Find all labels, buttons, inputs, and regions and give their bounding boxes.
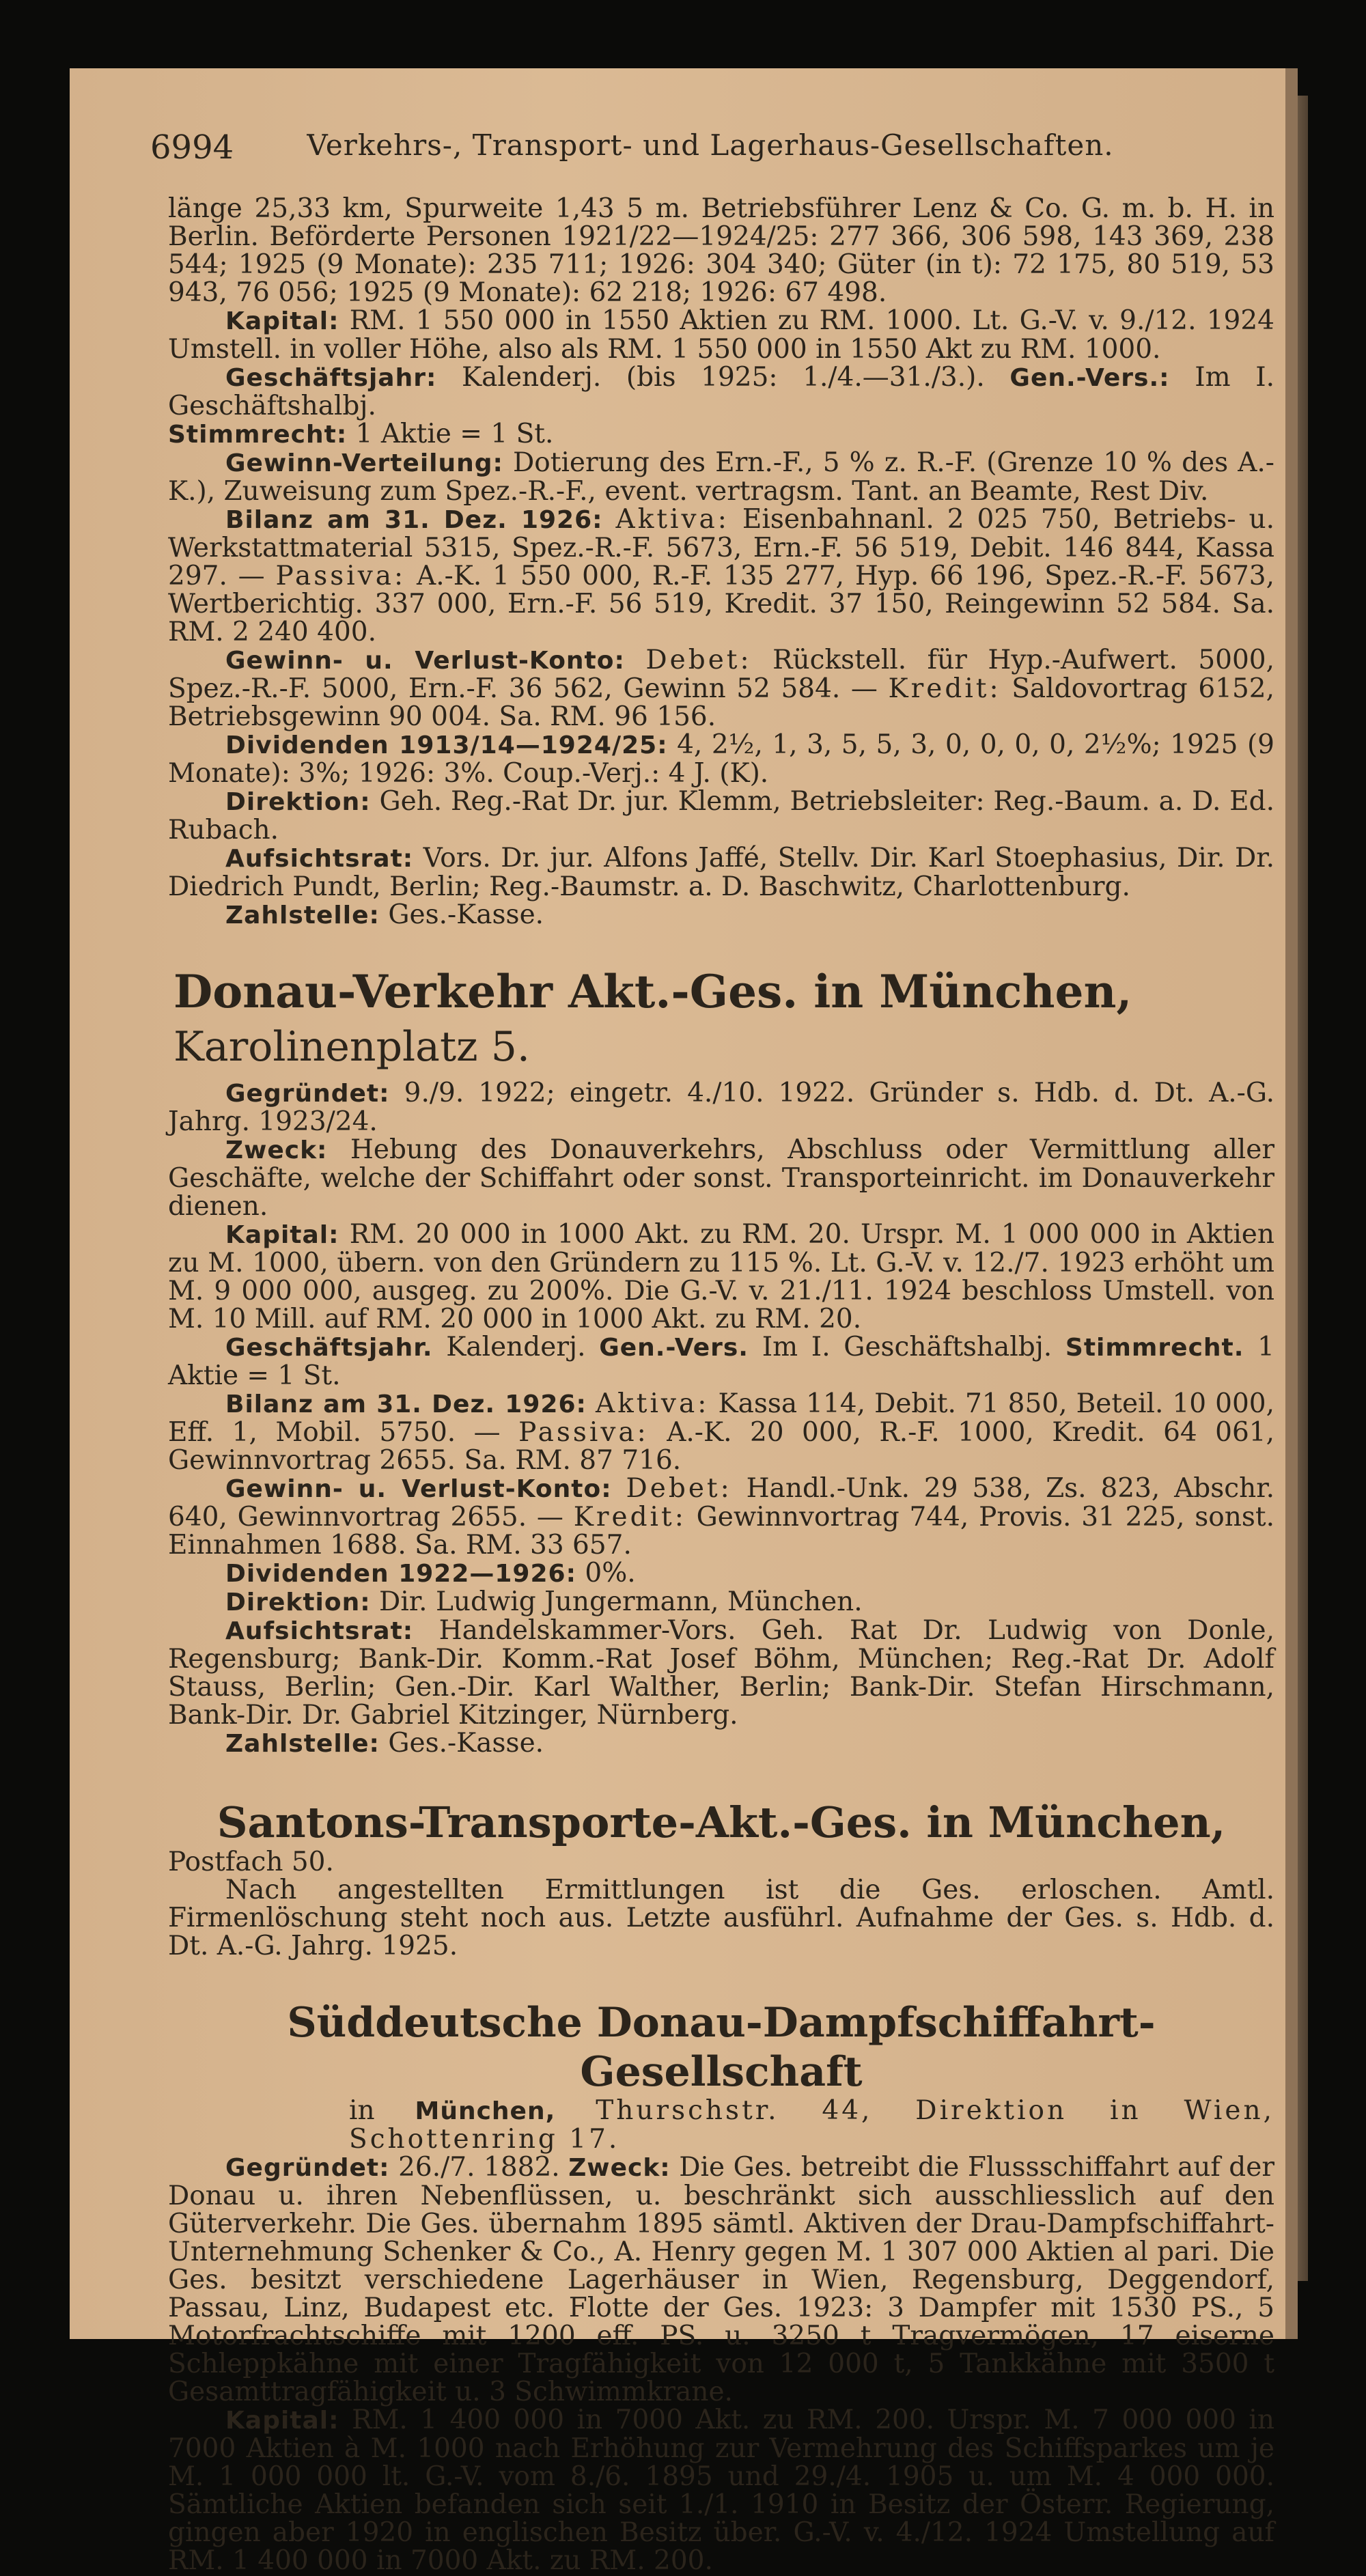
kapital-label: Kapital:	[225, 2407, 339, 2435]
dividenden-para	[168, 1559, 1274, 1588]
entry-intro: länge 25,33 km, Spurweite 1,43 5 m. Betriebsführer Lenz & Co. G. m. b. H. in Berlin. Beförderte Personen 1921/22—1924/25: 277 366, 306 598, 143 369, 238 544; 1925 (9 Monate): 235 711; 1926: 304 340; Güter (in t): 72 175, 80 519, 53 943, 76 056; 1925 (9 Monate): 62 218; 1926: 67 498.	[168, 193, 1274, 308]
entry-santons-transporte	[168, 1797, 1274, 1960]
bilanz-para	[168, 505, 1274, 646]
direktion-label: Direktion:	[225, 788, 371, 816]
direktion-para	[168, 1588, 1274, 1616]
debet-text: Rückstell. für Hyp.-Aufwert. 5000, Spez.-R.-F. 5000, Ern.-F. 36 562, Gewinn 52 584. —	[168, 645, 1274, 704]
aktiva-label: Aktiva:	[595, 1388, 710, 1419]
bilanz-label: Bilanz am 31. Dez. 1926:	[225, 506, 603, 534]
gegruendet-text: 26./7. 1882.	[398, 2152, 560, 2183]
zahlstelle-para	[168, 1729, 1274, 1758]
guv-para	[168, 646, 1274, 731]
bilanz-para	[168, 1390, 1274, 1474]
gen-vers-text: Im I. Geschäftshalbj.	[168, 362, 1275, 421]
aktiva-text: Eisenbahnanl. 2 025 750, Betriebs- u. Werkstattmaterial 5315, Spez.-R.-F. 5673, Ern.-F. 56 519, Debit. 146 844, Kassa 297. —	[168, 504, 1274, 591]
kredit-label: Kredit:	[573, 1502, 686, 1532]
kapital-text: RM. 1 550 000 in 1550 Aktien zu RM. 1000. Lt. G.-V. v. 9./12. 1924 Umstell. in voller Höhe, also als RM. 1 550 000 in 1550 Akt zu RM. 1000.	[168, 305, 1274, 365]
aktiva-label: Aktiva:	[615, 504, 729, 535]
bilanz-label: Bilanz am 31. Dez. 1926:	[225, 1390, 587, 1418]
entry-sueddeutsche-donau	[168, 1998, 1274, 2575]
zweck-para	[168, 1136, 1274, 1220]
geschaeftsjahr-para	[168, 1333, 1274, 1390]
aufsichtsrat-para	[168, 1616, 1274, 1729]
status-note: Nach angestellten Ermittlungen ist die Ges. erloschen. Amtl. Firmenlöschung steht noch aus. Letzte ausführl. Aufnahme der Ges. s. Hdb. d. Dt. A.-G. Jahrg. 1925.	[168, 1875, 1274, 1961]
zweck-text: Hebung des Donauverkehrs, Abschluss oder Vermittlung aller Geschäfte, welche der Schiffahrt oder sonst. Transporteinricht. im Donauverkehr dienen.	[168, 1134, 1274, 1222]
aufsichtsrat-label: Aufsichtsrat:	[225, 845, 414, 873]
page	[70, 68, 1285, 2576]
geschaeftsjahr-text: Kalenderj.	[446, 1332, 586, 1362]
address-prefix: in	[349, 2095, 375, 2126]
stimmrecht-label: Stimmrecht.	[1065, 1334, 1244, 1362]
aufsichtsrat-text: Handelskammer-Vors. Geh. Rat Dr. Ludwig von Donle, Regensburg; Bank-Dir. Komm.-Rat Josef Böhm, München; Reg.-Rat Dr. Adolf Stauss, Berlin; Gen.-Dir. Karl Walther, Berlin; Bank-Dir. Stefan Hirschmann, Bank-Dir. Dr. Gabriel Kitzinger, Nürnberg.	[168, 1615, 1274, 1731]
kapital-text: RM. 20 000 in 1000 Akt. zu RM. 20. Urspr. M. 1 000 000 in Aktien zu M. 1000, übern. von den Gründern zu 115 %. Lt. G.-V. v. 12./7. 1923 erhöht um M. 9 000 000, ausgeg. zu 200%. Die G.-V. v. 21./11. 1924 beschloss Umstell. von M. 10 Mill. auf RM. 20 000 in 1000 Akt. zu RM. 20.	[168, 1219, 1274, 1334]
direktion-text: Geh. Reg.-Rat Dr. jur. Klemm, Betriebsleiter: Reg.-Baum. a. D. Ed. Rubach.	[168, 786, 1274, 845]
dividenden-label: Dividenden 1913/14—1924/25:	[225, 731, 668, 759]
gewinn-verteilung-label: Gewinn-Verteilung:	[225, 449, 503, 477]
gen-vers-label: Gen.-Vers.:	[1009, 364, 1170, 392]
gegruendet-para	[168, 1079, 1274, 1136]
zahlstelle-label: Zahlstelle:	[225, 1730, 380, 1758]
page-content	[168, 195, 1274, 2575]
passiva-label: Passiva:	[518, 1417, 649, 1448]
kapital-label: Kapital:	[225, 1221, 339, 1249]
address-city: München,	[415, 2097, 556, 2125]
page-edge	[1285, 68, 1298, 2339]
gewinn-verteilung-text: Dotierung des Ern.-F., 5 % z. R.-F. (Grenze 10 % des A.-K.), Zuweisung zum Spez.-R.-F., event. vertragsm. Tant. an Beamte, Rest Div.	[168, 447, 1274, 507]
page-number: 6994	[150, 128, 234, 167]
company-title	[168, 965, 1274, 1074]
debet-label: Debet:	[626, 1473, 732, 1504]
aktiva-text: Kassa 114, Debit. 71 850, Beteil. 10 000, Eff. 1, Mobil. 5750. —	[168, 1388, 1275, 1448]
kapital-para	[168, 2406, 1274, 2575]
gen-vers-text: Im I. Geschäftshalbj.	[762, 1332, 1053, 1362]
zweck-label: Zweck:	[225, 1136, 328, 1164]
zahlstelle-label: Zahlstelle:	[225, 901, 380, 929]
kredit-text: Gewinnvortrag 744, Provis. 31 225, sonst. Einnahmen 1688. Sa. RM. 33 657.	[168, 1502, 1274, 1560]
stimmrecht-para	[168, 420, 1274, 449]
zahlstelle-text: Ges.-Kasse.	[388, 1728, 544, 1759]
stimmrecht-text: 1 Aktie = 1 St.	[355, 419, 554, 449]
company-address: Karolinenplatz 5.	[173, 1023, 530, 1071]
gegruendet-label: Gegründet:	[225, 1080, 390, 1108]
guv-label: Gewinn- u. Verlust-Konto:	[225, 647, 625, 675]
entry-continued	[168, 195, 1274, 929]
zahlstelle-text: Ges.-Kasse.	[388, 899, 544, 930]
kredit-text: Saldovortrag 6152, Betriebsgewinn 90 004. Sa. RM. 96 156.	[168, 673, 1274, 732]
aufsichtsrat-label: Aufsichtsrat:	[225, 1617, 414, 1645]
direktion-text: Dir. Ludwig Jungermann, München.	[379, 1586, 863, 1617]
gegruendet-para	[168, 2153, 1274, 2406]
dividenden-label: Dividenden 1922—1926:	[225, 1560, 576, 1588]
passiva-label: Passiva:	[275, 561, 406, 591]
zahlstelle-para	[168, 901, 1274, 929]
dividenden-text: 0%.	[585, 1558, 636, 1588]
company-address: Postfach 50.	[168, 1847, 334, 1877]
kapital-text: RM. 1 400 000 in 7000 Akt. zu RM. 200. Urspr. M. 7 000 000 in 7000 Aktien à M. 1000 nach Erhöhung zur Vermehrung des Schiffsparkes um je M. 1 000 000 lt. G.-V. vom 8./6. 1895 und 29./4. 1905 u. um M. 4 000 000. Sämtliche Aktien befanden sich seit 1./1. 1910 in Besitz der Österr. Regierung, gingen aber 1920 in englischen Besitz über. G.-V. v. 4./12. 1924 Umstellung auf RM. 1 400 000 in 7000 Akt. zu RM. 200.	[168, 2405, 1274, 2576]
geschaeftsjahr-label: Geschäftsjahr:	[225, 364, 437, 392]
aufsichtsrat-text: Vors. Dr. jur. Alfons Jaffé, Stellv. Dir. Karl Stoephasius, Dir. Dr. Diedrich Pundt, Berlin; Reg.-Baumstr. a. D. Baschwitz, Charlottenburg.	[168, 843, 1274, 902]
running-title: Verkehrs-, Transport- und Lagerhaus-Gesellschaften.	[307, 128, 1114, 162]
geschaeftsjahr-text: Kalenderj. (bis 1925: 1./4.—31./3.).	[462, 362, 985, 393]
gen-vers-label: Gen.-Vers.	[599, 1334, 749, 1362]
address-rest: Thurschstr. 44, Direktion in Wien, Schottenring 17.	[349, 2095, 1274, 2155]
kredit-label: Kredit:	[888, 673, 1001, 704]
aufsichtsrat-para	[168, 844, 1274, 901]
company-name: Donau-Verkehr Akt.-Ges. in München,	[173, 965, 1132, 1018]
passiva-text: A.-K. 20 000, R.-F. 1000, Kredit. 64 061, Gewinnvortrag 2655. Sa. RM. 87 716.	[168, 1417, 1275, 1476]
debet-label: Debet:	[645, 645, 752, 675]
kapital-para	[168, 1220, 1274, 1333]
dividenden-text: 4, 2½, 1, 3, 5, 5, 3, 0, 0, 0, 0, 2½%; 1925 (9 Monate): 3%; 1926: 3%. Coup.-Verj.: 4 J. (K).	[168, 729, 1274, 789]
stimmrecht-label: Stimmrecht:	[168, 421, 348, 449]
company-title: Süddeutsche Donau-Dampfschiffahrt-Gesellschaft	[287, 1999, 1156, 2096]
direktion-label: Direktion:	[225, 1588, 371, 1616]
dividenden-para	[168, 731, 1274, 787]
stimmrecht-text: 1 Aktie = 1 St.	[168, 1332, 1274, 1391]
kapital-para	[168, 307, 1274, 363]
zweck-text: Die Ges. betreibt die Flussschiffahrt auf der Donau u. ihren Nebenflüssen, u. beschränkt sich ausschliesslich auf den Güterverkehr. Die Ges. übernahm 1895 sämtl. Aktiven der Drau-Dampfschiffahrt-Unternehmung Schenker & Co., A. Henry gegen M. 1 307 000 Aktien al pari. Die Ges. besitzt verschiedene Lagerhäuser in Wien, Regensburg, Deggendorf, Passau, Linz, Budapest etc. Flotte der Ges. 1923: 3 Dampfer mit 1530 PS., 5 Motorfrachtschiffe mit 1200 eff. PS. u. 3250 t Tragvermögen, 17 eiserne Schleppkähne mit einer Tragfähigkeit von 12 000 t, 5 Tankkähne mit 3500 t Gesamttragfähigkeit u. 3 Schwimmkrane.	[168, 2152, 1274, 2407]
gewinn-verteilung-para	[168, 449, 1274, 505]
guv-para	[168, 1474, 1274, 1559]
passiva-text: A.-K. 1 550 000, R.-F. 135 277, Hyp. 66 196, Spez.-R.-F. 5673, Wertberichtig. 337 000, Ern.-F. 56 519, Kredit. 37 150, Reingewinn 52 584. Sa. RM. 2 240 400.	[168, 561, 1274, 647]
page-header	[150, 128, 1270, 176]
company-address	[168, 2097, 1274, 2153]
kapital-label: Kapital:	[225, 307, 339, 335]
gegruendet-label: Gegründet:	[225, 2154, 390, 2182]
debet-text: Handl.-Unk. 29 538, Zs. 823, Abschr. 640, Gewinnvortrag 2655. —	[168, 1473, 1274, 1532]
zweck-label: Zweck:	[568, 2154, 671, 2182]
company-title: Santons-Transporte-Akt.-Ges. in München,	[217, 1797, 1226, 1847]
direktion-para	[168, 787, 1274, 844]
gegruendet-text: 9./9. 1922; eingetr. 4./10. 1922. Gründer s. Hdb. d. Dt. A.-G. Jahrg. 1923/24.	[168, 1078, 1274, 1137]
guv-label: Gewinn- u. Verlust-Konto:	[225, 1475, 612, 1503]
geschaeftsjahr-para	[168, 363, 1274, 420]
entry-donau-verkehr	[168, 965, 1274, 1758]
geschaeftsjahr-label: Geschäftsjahr.	[225, 1334, 433, 1362]
